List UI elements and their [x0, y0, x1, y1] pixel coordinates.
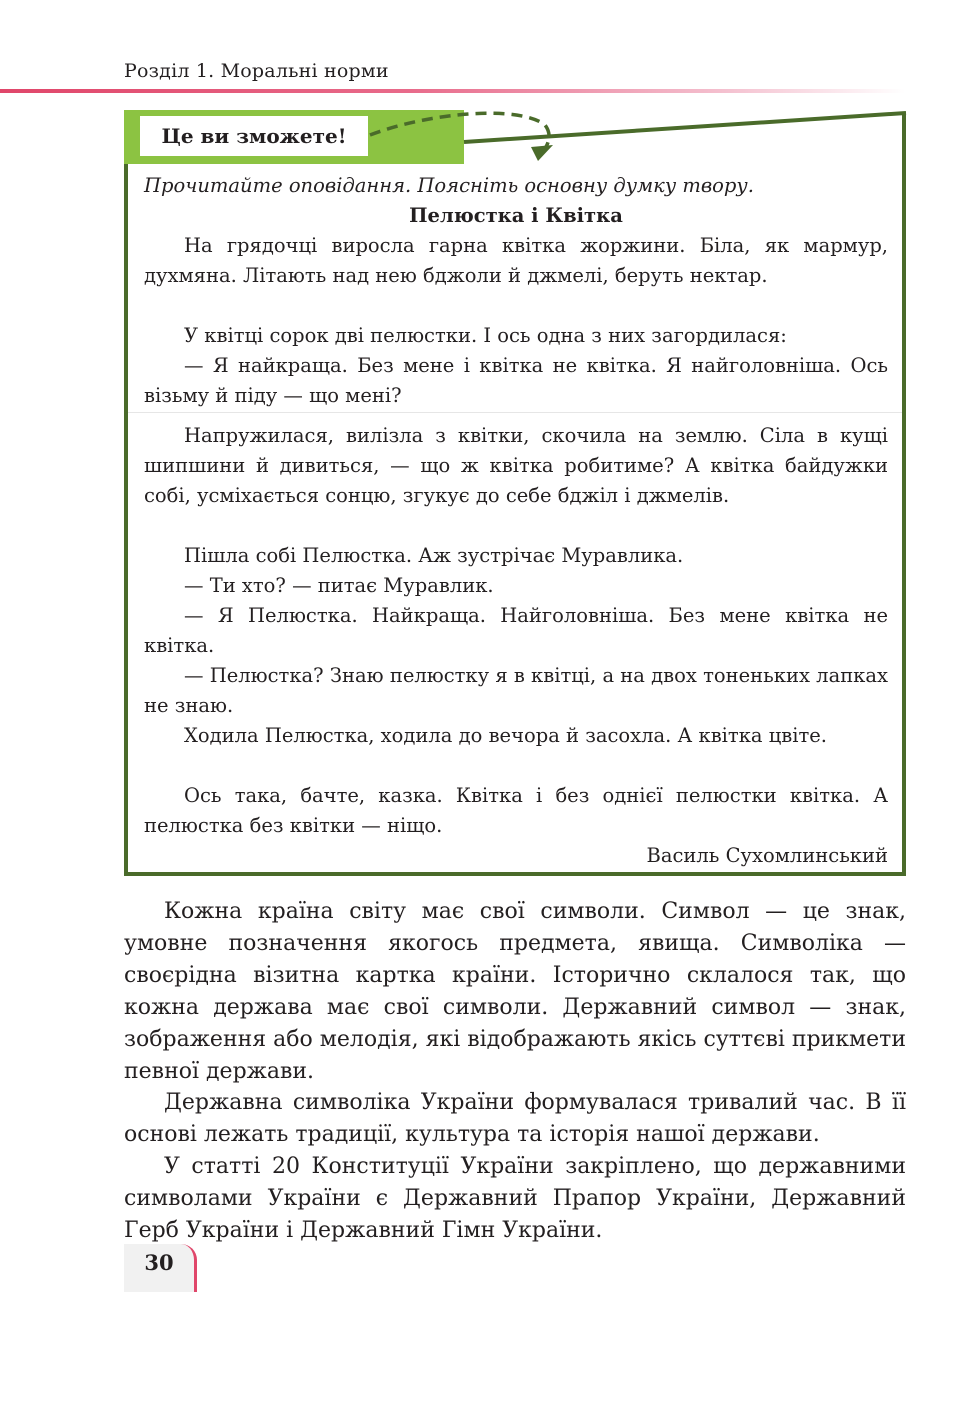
story-author: Василь Сухомлинський [646, 844, 888, 867]
story-paragraph: — Ти хто? — питає Муравлик. [184, 574, 494, 597]
body-paragraph: Кожна країна світу має свої символи. Символ — це знак, умовне позначення якогось предмета, явища. Символіка — своєрідна візитна картка країни. Історично склалося так, що кожна держава має свої символи. Державний символ — знак, зображення або мелодія, які відображають якісь суттєві прикмети певної держави. [124, 899, 906, 1084]
story-paragraph: Пішла собі Пелюстка. Аж зустрічає Муравлика. [184, 544, 684, 567]
story-paragraph: Ходила Пелюстка, ходила до вечора й засохла. А квітка цвіте. [184, 724, 827, 747]
divider [128, 412, 902, 413]
task-instruction: Прочитайте оповідання. Поясніть основну думку твору. [144, 174, 754, 197]
story-paragraph: У квітці сорок дві пелюстки. І ось одна з них загордилася: [184, 324, 787, 347]
story-paragraph: — Пелюстка? Знаю пелюстку я в квітці, а на двох тоненьких лапках не знаю. [144, 664, 888, 717]
body-paragraph: Державна символіка України формувалася тривалий час. В її основі лежать традиції, культура та історія нашої держави. [124, 1090, 906, 1147]
story-title: Пелюстка і Квітка [409, 204, 623, 227]
story-paragraph: Напружилася, вилізла з квітки, скочила на землю. Сіла в кущі шипшини й дивиться, — що ж квітка робитиме? А квітка байдужки собі, усміхається сонцю, згукує до себе бджіл і джмелів. [144, 424, 888, 507]
story-paragraph: На грядочці виросла гарна квітка жоржини. Біла, як мармур, духмяна. Літають над нею бджоли й джмелі, беруть нектар. [144, 234, 888, 287]
story-paragraph: Ось така, бачте, казка. Квітка і без однієї пелюстки квітка. А пелюстка без квітки — ніщо. [144, 784, 888, 837]
body-paragraph: У статті 20 Конституції України закріплено, що державними символами України є Державний Прапор України, Державний Герб України і Державний Гімн України. [124, 1154, 906, 1243]
task-label: Це ви зможете! [140, 116, 368, 156]
story-paragraph: — Я Пелюстка. Найкраща. Найголовніша. Без мене квітка не квітка. [144, 604, 888, 657]
running-header: Розділ 1. Моральні норми [124, 60, 389, 82]
story-paragraph: — Я найкраща. Без мене і квітка не квітка. Я найголовніша. Ось візьму й піду — що мені? [144, 354, 888, 407]
page-number: 30 [144, 1250, 174, 1275]
